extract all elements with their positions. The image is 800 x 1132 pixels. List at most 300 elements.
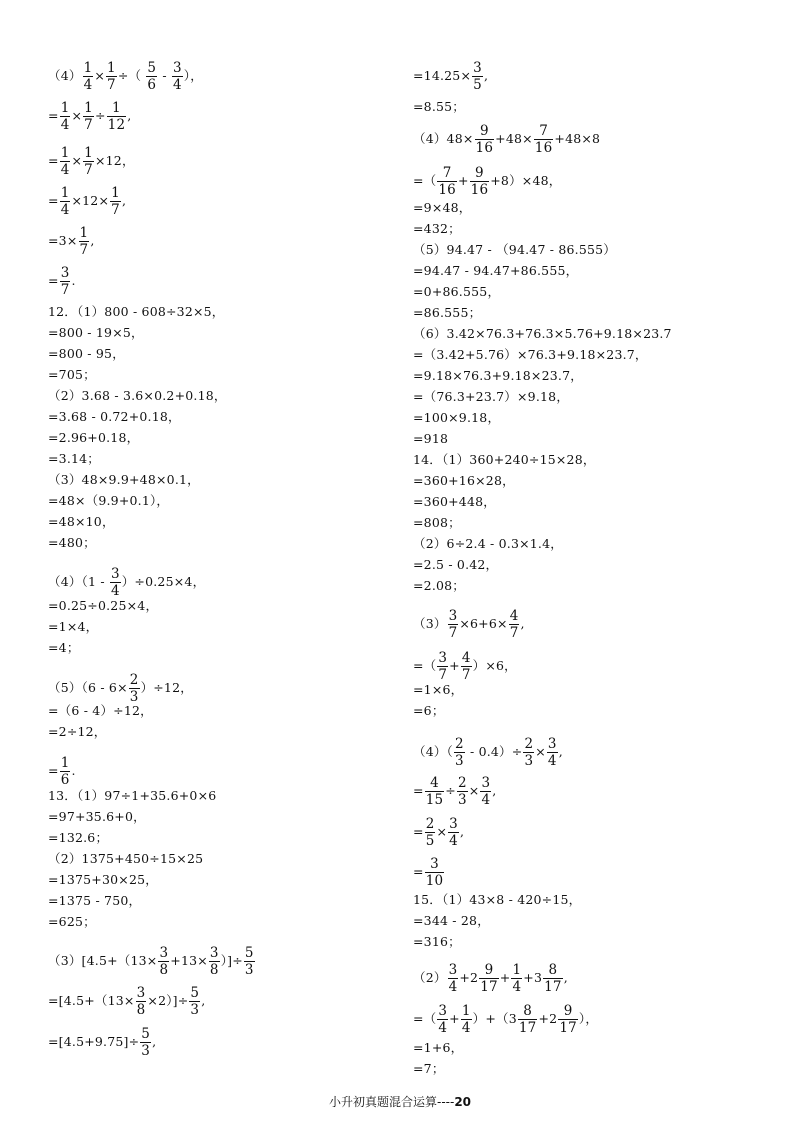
math-text: , <box>459 824 465 839</box>
math-line <box>413 816 464 849</box>
math-text: . <box>71 763 76 778</box>
math-line <box>48 225 95 258</box>
math-text: ）÷0.25×4， <box>121 574 206 589</box>
math-line <box>413 327 672 341</box>
math-text: （4）48× <box>413 131 474 146</box>
fraction <box>146 60 157 93</box>
math-text: +8）×48， <box>490 173 562 188</box>
math-text: ）÷12， <box>140 680 193 695</box>
math-line <box>48 1026 156 1059</box>
math-text: = <box>48 763 59 778</box>
footer-title: 小升初真题混合运算---- <box>328 1095 455 1109</box>
fraction <box>448 816 459 849</box>
math-text: + <box>449 1011 460 1026</box>
fraction <box>511 962 522 995</box>
math-text: =705； <box>48 367 96 382</box>
fraction <box>437 165 457 198</box>
math-line <box>413 1062 445 1076</box>
fraction-denominator: 4 <box>449 833 458 849</box>
fraction-numerator: 5 <box>141 1026 151 1042</box>
math-line <box>48 755 76 788</box>
math-text: ×12， <box>94 153 135 168</box>
math-text: , <box>127 108 132 123</box>
math-line <box>48 566 205 599</box>
fraction-numerator: 1 <box>512 962 522 978</box>
math-text: +2 <box>459 970 479 985</box>
math-text: ×12× <box>71 193 110 208</box>
fraction-denominator: 3 <box>455 753 464 769</box>
math-line <box>48 915 96 929</box>
math-line <box>48 641 80 655</box>
math-text: =（76.3+23.7）×9.18， <box>413 389 570 404</box>
fraction-numerator: 1 <box>60 755 70 771</box>
fraction-denominator: 5 <box>425 833 435 849</box>
math-text: =1+6， <box>413 1040 464 1055</box>
page-footer <box>0 1093 800 1110</box>
fraction <box>83 60 94 93</box>
fraction-denominator: 3 <box>244 962 254 978</box>
math-text: =48×10， <box>48 514 115 529</box>
math-line <box>48 515 115 529</box>
math-line <box>413 962 568 995</box>
fraction <box>106 60 117 93</box>
math-text: × <box>71 153 83 168</box>
math-line <box>48 452 100 466</box>
math-line <box>413 775 496 808</box>
page-number: 20 <box>454 1095 472 1109</box>
math-text: + <box>449 658 460 673</box>
fraction-numerator: 1 <box>112 100 121 116</box>
fraction-denominator: 4 <box>512 979 522 995</box>
math-text: ）， <box>183 68 203 83</box>
math-line <box>48 873 158 887</box>
math-text: =808； <box>413 515 461 530</box>
math-text: =3× <box>48 233 78 248</box>
math-text: - <box>158 68 171 83</box>
math-text: =8.55； <box>413 99 466 114</box>
math-text: =344 - 28， <box>413 913 490 928</box>
math-text: =360+448， <box>413 494 496 509</box>
fraction <box>479 962 499 995</box>
math-text: =0.25÷0.25×4， <box>48 598 159 613</box>
math-line <box>48 620 98 634</box>
fraction-numerator: 2 <box>455 736 464 752</box>
math-line <box>48 347 125 361</box>
fraction <box>110 185 121 218</box>
math-line <box>413 516 461 530</box>
fraction-numerator: 4 <box>461 650 471 666</box>
fraction-denominator: 4 <box>60 162 70 178</box>
math-text: =316； <box>413 934 461 949</box>
math-text: （5）94.47 - （94.47 - 86.555） <box>413 242 617 257</box>
math-text: =800 - 95， <box>48 346 125 361</box>
math-text: 12．（1）800 - 608÷32×5， <box>48 304 225 319</box>
math-text: ）]÷ <box>220 953 243 968</box>
fraction-denominator: 3 <box>457 792 467 808</box>
fraction <box>543 962 563 995</box>
math-line <box>413 348 648 362</box>
fraction-numerator: 1 <box>84 100 93 116</box>
fraction <box>437 650 448 683</box>
fraction <box>425 856 445 889</box>
math-line <box>48 672 193 705</box>
math-text: =（ <box>413 658 437 673</box>
fraction-denominator: 7 <box>111 202 120 218</box>
math-text: =9×48， <box>413 200 472 215</box>
math-text: （2）1375+450÷15×25 <box>48 851 204 866</box>
fraction-numerator: 8 <box>548 962 558 978</box>
fraction <box>79 225 90 258</box>
math-text: × <box>71 108 83 123</box>
math-text: , <box>152 1034 157 1049</box>
fraction <box>425 775 445 808</box>
fraction-numerator: 3 <box>438 650 448 666</box>
math-text: =86.555； <box>413 305 482 320</box>
math-text: +48× <box>495 131 533 146</box>
math-text: （3） <box>413 616 447 631</box>
math-text: = <box>48 193 59 208</box>
fraction-numerator: 3 <box>448 962 458 978</box>
fraction-numerator: 3 <box>110 566 120 582</box>
math-text: （2） <box>413 970 447 985</box>
fraction-denominator: 7 <box>448 625 458 641</box>
math-line <box>413 856 445 889</box>
math-line <box>413 474 515 488</box>
math-text: = <box>413 824 424 839</box>
math-text: =94.47 - 94.47+86.555， <box>413 263 579 278</box>
fraction-numerator: 3 <box>209 945 219 961</box>
fraction-numerator: 2 <box>457 775 467 791</box>
math-line <box>413 432 448 446</box>
math-line <box>413 558 498 572</box>
math-line <box>413 201 472 215</box>
math-text: +3 <box>523 970 543 985</box>
math-text: , <box>558 744 563 759</box>
fraction-numerator: 1 <box>60 100 70 116</box>
math-text: =4； <box>48 640 80 655</box>
fraction <box>461 1003 472 1036</box>
math-text: , <box>520 616 525 631</box>
fraction-numerator: 5 <box>244 945 254 961</box>
fraction-denominator: 3 <box>129 689 139 705</box>
math-line <box>48 985 205 1018</box>
math-text: ÷ <box>445 783 456 798</box>
math-text: =100×9.18， <box>413 410 501 425</box>
fraction <box>172 60 183 93</box>
math-text: （6）3.42×76.3+76.3×5.76+9.18×23.7 <box>413 326 672 341</box>
math-text: , <box>483 68 489 83</box>
math-text: ÷（ <box>117 68 146 83</box>
math-line <box>413 683 463 697</box>
math-text: = <box>48 108 59 123</box>
math-line <box>413 411 500 425</box>
fraction-denominator: 4 <box>60 202 70 218</box>
fraction-denominator: 15 <box>425 792 444 808</box>
fraction-denominator: 6 <box>147 77 157 93</box>
fraction-denominator: 7 <box>461 667 471 683</box>
math-text: （4）（ <box>413 744 454 759</box>
fraction <box>107 100 127 133</box>
math-text: , <box>121 193 127 208</box>
fraction-numerator: 3 <box>473 60 482 76</box>
fraction <box>83 145 94 178</box>
fraction-denominator: 4 <box>83 77 93 93</box>
math-line <box>48 494 169 508</box>
math-text: =97+35.6+0， <box>48 809 146 824</box>
math-line <box>48 145 135 178</box>
fraction-denominator: 4 <box>481 792 491 808</box>
math-text: （5）（6 - 6× <box>48 680 128 695</box>
fraction <box>209 945 220 978</box>
fraction-numerator: 3 <box>448 608 458 624</box>
fraction <box>158 945 169 978</box>
fraction-numerator: 1 <box>84 145 93 161</box>
fraction-denominator: 4 <box>448 979 458 995</box>
fraction <box>470 165 490 198</box>
fraction <box>140 1026 151 1059</box>
fraction-numerator: 2 <box>425 816 435 832</box>
fraction <box>60 145 71 178</box>
fraction-numerator: 3 <box>481 775 491 791</box>
math-line <box>48 389 227 403</box>
fraction-denominator: 17 <box>480 979 498 995</box>
math-text: （4） <box>48 68 82 83</box>
math-line <box>48 473 200 487</box>
fraction-denominator: 17 <box>559 1020 577 1036</box>
math-line <box>413 60 488 93</box>
math-text: =3.14； <box>48 451 101 466</box>
math-line <box>413 243 616 257</box>
fraction-denominator: 7 <box>509 625 519 641</box>
math-text: =6； <box>413 703 445 718</box>
fraction-numerator: 9 <box>479 123 489 139</box>
fraction-numerator: 1 <box>79 225 89 241</box>
fraction-denominator: 7 <box>79 242 89 258</box>
math-text: =480； <box>48 535 96 550</box>
math-line <box>48 789 216 803</box>
fraction-denominator: 8 <box>159 962 169 978</box>
fraction-numerator: 9 <box>563 1003 573 1019</box>
math-text: , <box>563 970 568 985</box>
math-text: × <box>94 68 106 83</box>
fraction <box>448 962 459 995</box>
math-text: 14．（1）360+240÷15×28， <box>413 452 596 467</box>
fraction <box>461 650 472 683</box>
math-text: ÷ <box>94 108 106 123</box>
fraction <box>472 60 483 93</box>
fraction-denominator: 4 <box>438 1020 448 1036</box>
math-text: , <box>90 233 95 248</box>
fraction-numerator: 2 <box>129 672 139 688</box>
fraction <box>437 1003 448 1036</box>
fraction <box>558 1003 578 1036</box>
fraction-numerator: 3 <box>159 945 169 961</box>
math-line <box>48 305 225 319</box>
fraction-numerator: 7 <box>539 123 548 139</box>
fraction-denominator: 3 <box>524 753 534 769</box>
math-line <box>413 285 500 299</box>
math-text: +2 <box>538 1011 558 1026</box>
fraction <box>454 736 465 769</box>
fraction <box>110 566 121 599</box>
math-text: = <box>413 783 424 798</box>
math-line <box>413 495 496 509</box>
math-text: ）， <box>578 1011 599 1026</box>
fraction-denominator: 4 <box>110 583 120 599</box>
math-text: + <box>457 173 469 188</box>
fraction-denominator: 6 <box>60 772 70 788</box>
math-text: +48×8 <box>554 131 601 146</box>
math-line <box>413 222 461 236</box>
math-text: × <box>468 783 480 798</box>
fraction-denominator: 7 <box>60 282 70 298</box>
math-line <box>48 599 158 613</box>
fraction-denominator: 4 <box>547 753 557 769</box>
fraction-numerator: 9 <box>475 165 484 181</box>
fraction-numerator: 3 <box>547 736 557 752</box>
fraction <box>83 100 94 133</box>
math-line <box>413 453 596 467</box>
fraction-denominator: 4 <box>172 77 182 93</box>
math-text: =1375+30×25， <box>48 872 158 887</box>
fraction <box>60 265 71 298</box>
math-text: =800 - 19×5， <box>48 325 144 340</box>
math-text: 13．（1）97÷1+35.6+0×6 <box>48 788 217 803</box>
fraction-denominator: 8 <box>136 1002 146 1018</box>
fraction <box>244 945 255 978</box>
fraction-numerator: 3 <box>438 1003 448 1019</box>
math-text: - 0.4）÷ <box>465 744 523 759</box>
math-text: =2÷12， <box>48 724 107 739</box>
math-text: （2）6÷2.4 - 0.3×1.4， <box>413 536 563 551</box>
math-line <box>48 368 96 382</box>
math-text: + <box>499 970 511 985</box>
fraction-numerator: 7 <box>442 165 452 181</box>
math-line <box>413 914 490 928</box>
math-line <box>413 704 445 718</box>
math-text: =（ <box>413 173 437 188</box>
fraction-denominator: 8 <box>209 962 219 978</box>
fraction <box>509 608 520 641</box>
math-text: =2.5 - 0.42， <box>413 557 499 572</box>
math-line <box>413 369 583 383</box>
fraction-denominator: 7 <box>438 667 448 683</box>
fraction-denominator: 4 <box>60 117 70 133</box>
math-text: =7； <box>413 1061 445 1076</box>
math-line <box>48 704 153 718</box>
fraction-denominator: 16 <box>534 140 553 156</box>
fraction-numerator: 2 <box>524 736 534 752</box>
fraction <box>425 816 436 849</box>
math-line <box>48 185 126 218</box>
math-text: =（6 - 4）÷12， <box>48 703 153 718</box>
math-text: =14.25× <box>413 68 472 83</box>
fraction-numerator: 4 <box>430 775 439 791</box>
fraction <box>129 672 140 705</box>
math-text: =2.08； <box>413 578 466 593</box>
fraction-numerator: 3 <box>449 816 458 832</box>
math-text: = <box>48 153 59 168</box>
math-text: （4）（1 - <box>48 574 109 589</box>
math-text: =48×（9.9+0.1）， <box>48 493 170 508</box>
fraction-denominator: 7 <box>107 77 116 93</box>
fraction-denominator: 16 <box>470 182 489 198</box>
math-text: =（ <box>413 1011 437 1026</box>
fraction <box>60 185 71 218</box>
math-line <box>48 945 256 978</box>
fraction-numerator: 9 <box>484 962 494 978</box>
fraction <box>480 775 491 808</box>
math-line <box>413 608 525 641</box>
math-line <box>48 265 76 298</box>
math-line <box>413 579 465 593</box>
math-text: = <box>48 273 59 288</box>
fraction <box>136 985 147 1018</box>
math-text: ）+（3 <box>472 1011 517 1026</box>
fraction <box>523 736 534 769</box>
math-line <box>413 390 569 404</box>
math-line <box>48 326 144 340</box>
fraction-numerator: 3 <box>136 985 146 1001</box>
math-text: ）×6， <box>472 658 517 673</box>
fraction-denominator: 4 <box>461 1020 471 1036</box>
math-line <box>413 893 581 907</box>
math-line <box>48 100 131 133</box>
fraction-numerator: 1 <box>107 60 116 76</box>
fraction <box>60 100 71 133</box>
fraction <box>60 755 71 788</box>
fraction-numerator: 3 <box>172 60 182 76</box>
math-line <box>413 537 563 551</box>
math-text: =360+16×28， <box>413 473 515 488</box>
fraction-numerator: 3 <box>60 265 70 281</box>
fraction-numerator: 3 <box>430 856 439 872</box>
math-text: =1375 - 750， <box>48 893 142 908</box>
math-text: （3）[4.5+（13× <box>48 953 158 968</box>
math-line <box>48 852 203 866</box>
fraction-denominator: 3 <box>190 1002 200 1018</box>
math-text: ×2）]÷ <box>147 993 189 1008</box>
fraction-denominator: 16 <box>475 140 494 156</box>
fraction-numerator: 4 <box>509 608 519 624</box>
math-text: =2.96+0.18， <box>48 430 140 445</box>
math-line <box>413 935 461 949</box>
math-line <box>413 100 465 114</box>
math-text: =9.18×76.3+9.18×23.7， <box>413 368 583 383</box>
math-line <box>48 431 139 445</box>
fraction-numerator: 5 <box>190 985 200 1001</box>
math-text: =0+86.555， <box>413 284 501 299</box>
math-text: =[4.5+9.75]÷ <box>48 1034 140 1049</box>
math-text: =625； <box>48 914 96 929</box>
math-text: , <box>492 783 497 798</box>
fraction <box>189 985 200 1018</box>
math-line <box>48 831 108 845</box>
fraction <box>534 123 554 156</box>
math-line <box>48 536 96 550</box>
fraction-numerator: 8 <box>523 1003 533 1019</box>
fraction <box>547 736 558 769</box>
fraction-numerator: 1 <box>60 185 70 201</box>
fraction-numerator: 1 <box>111 185 120 201</box>
math-text: （2）3.68 - 3.6×0.2+0.18， <box>48 388 227 403</box>
math-line <box>48 410 181 424</box>
math-line <box>48 810 146 824</box>
fraction-denominator: 16 <box>438 182 456 198</box>
fraction-numerator: 5 <box>147 60 157 76</box>
math-text: =918 <box>413 431 449 446</box>
math-text: × <box>535 744 546 759</box>
